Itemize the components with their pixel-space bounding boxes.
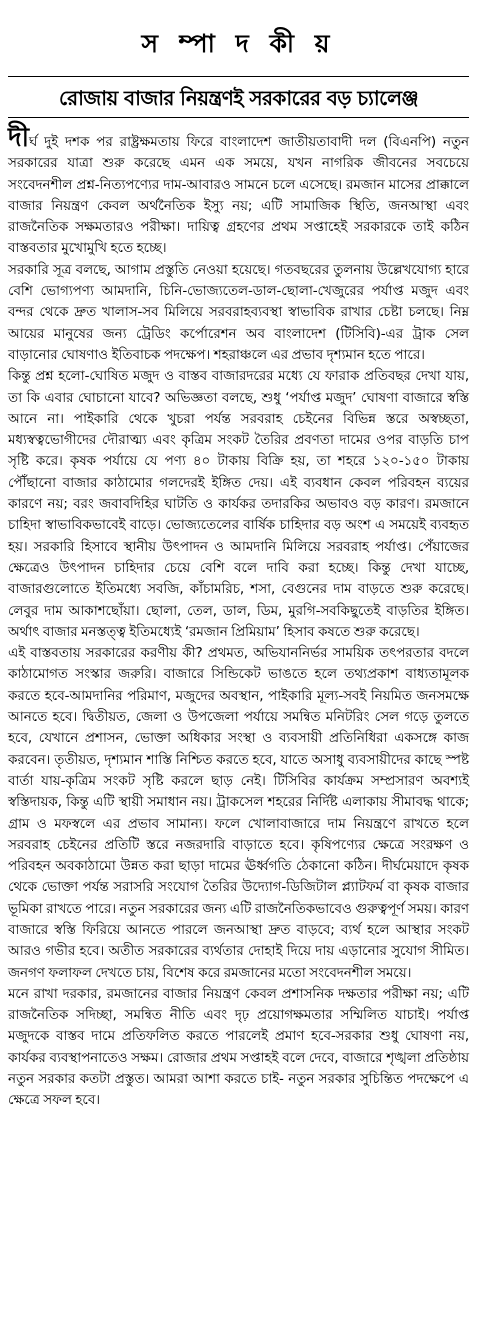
drop-cap: দী <box>8 123 29 153</box>
headline-box <box>8 76 469 118</box>
paragraph-2: সরকারি সূত্র বলছে, আগাম প্রস্তুতি নেওয়া হয়েছে। গতবছরের তুলনায় উল্লেখযোগ্য হারে বেশি ভোগ্যপণ্য আমদানি, চিনি-ভোজ্যতেল-ডাল-ছোলা-খেজুরের পর্যাপ্ত মজুদ এবং বন্দর থেকে দ্রুত খালাস-সব মিলিয়ে সরবরাহব্যবস্থা স্বাভাবিক রাখার চেষ্টা চলছে। নিম্ন আয়ের মানুষের জন্য ট্রেডিং কর্পোরেশন অব বাংলাদেশ (টিসিবি)-এর ট্রাক সেল বাড়ানোর ঘোষণাও ইতিবাচক পদক্ষেপ। শহরাঞ্চলে এর প্রভাব দৃশ্যমান হতে পারে। <box>8 261 469 363</box>
paragraph-5: মনে রাখা দরকার, রমজানের বাজার নিয়ন্ত্রণ কেবল প্রশাসনিক দক্ষতার পরীক্ষা নয়; এটি রাজনৈতিক সদিচ্ছা, সমন্বিত নীতি এবং দৃঢ় প্রয়োগক্ষমতার সম্মিলিত যাচাই। পর্যাপ্ত মজুদকে বাস্তব দামে প্রতিফলিত করতে পারলেই প্রমাণ হবে-সরকার শুধু ঘোষণা নয়, কার্যকর ব্যবস্থাপনাতেও সক্ষম। রোজার প্রথম সপ্তাহই বলে দেবে, বাজারে শৃঙ্খলা প্রতিষ্ঠায় নতুন সরকার কতটা প্রস্তুত। আমরা আশা করতে চাই- নতুন সরকার সুচিন্তিত পদক্ষেপে এ ক্ষেত্রে সফল হবে। <box>8 985 469 1109</box>
paragraph-3: কিন্তু প্রশ্ন হলো-ঘোষিত মজুদ ও বাস্তব বাজারদরের মধ্যে যে ফারাক প্রতিবছর দেখা যায়, তা কি এবার ঘোচানো যাবে? অভিজ্ঞতা বলছে, শুধু ‘পর্যাপ্ত মজুদ’ ঘোষণা বাজারে স্বস্তি আনে না। পাইকারি থেকে খুচরা পর্যন্ত সরবরাহ চেইনের বিভিন্ন স্তরে অস্বচ্ছতা, মধ্যস্বত্বভোগীদের দৌরাত্ম্য এবং কৃত্রিম সংকট তৈরির প্রবণতা দামের ওপর বাড়তি চাপ সৃষ্টি করে। কৃষক পর্যায়ে যে পণ্য ৪০ টাকায় বিক্রি হয়, তা শহরে ১২০-১৫০ টাকায় পৌঁছানো বাজার কাঠামোর গলদেরই ইঙ্গিত দেয়। এই ব্যবধান কেবল পরিবহন ব্যয়ের কারণে নয়; বরং জবাবদিহির ঘাটতি ও কার্যকর তদারকির অভাবও বড় কারণ। রমজানে চাহিদা স্বাভাবিকভাবেই বাড়ে। ভোজ্যতেলের বার্ষিক চাহিদার বড় অংশ এ সময়েই ব্যবহৃত হয়। সরকারি হিসাবে স্থানীয় উৎপাদন ও আমদানি মিলিয়ে সরবরাহ পর্যাপ্ত। পেঁয়াজের ক্ষেত্রেও উৎপাদন চাহিদার চেয়ে বেশি বলে দাবি করা হচ্ছে। কিন্তু দেখা যাচ্ছে, বাজারগুলোতে ইতিমধ্যে সবজি, কাঁচামরিচ, শসা, বেগুনের দাম বাড়তে শুরু করেছে। লেবুর দাম আকাশছোঁয়া। ছোলা, তেল, ডাল, ডিম, মুরগি-সবকিছুতেই বাড়তির ইঙ্গিত। অর্থাৎ বাজার মনস্তত্ত্ব ইতিমধ্যেই ‘রমজান প্রিমিয়াম’ হিসাব কষতে শুরু করেছে। <box>8 368 469 640</box>
article-body <box>8 123 469 1112</box>
paragraph-1-text: র্ঘ দুই দশক পর রাষ্ট্রক্ষমতায় ফিরে বাংলাদেশ জাতীয়তাবাদী দল (বিএনপি) নতুন সরকারের যাত্রা শুরু করেছে এমন এক সময়ে, যখন নাগরিক জীবনের সবচেয়ে সংবেদনশীল প্রশ্ন-নিত্যপণ্যের দাম-আবারও সামনে চলে এসেছে। রমজান মাসের প্রাক্কালে বাজার নিয়ন্ত্রণ কেবল অর্থনৈতিক ইস্যু নয়; এটি সামাজিক স্থিতি, জনআস্থা এবং রাজনৈতিক সক্ষমতারও পরীক্ষা। দায়িত্ব গ্রহণের প্রথম সপ্তাহেই সরকারকে তাই কঠিন বাস্তবতার মুখোমুখি হতে হচ্ছে। <box>8 134 469 257</box>
section-label: স ম্পা দ কী য় <box>141 29 336 58</box>
paragraph-1 <box>8 123 469 260</box>
headline: রোজায় বাজার নিয়ন্ত্রণই সরকারের বড় চ্যালেঞ্জ <box>59 86 418 110</box>
paragraph-4: এই বাস্তবতায় সরকারের করণীয় কী? প্রথমত, অভিযাননির্ভর সাময়িক তৎপরতার বদলে কাঠামোগত সংস্কার জরুরি। বাজারে সিন্ডিকেট ভাঙতে হলে তথ্যপ্রকাশ বাধ্যতামূলক করতে হবে-আমদানির পরিমাণ, মজুদের অবস্থান, পাইকারি মূল্য-সবই নিয়মিত জনসমক্ষে আনতে হবে। দ্বিতীয়ত, জেলা ও উপজেলা পর্যায়ে সমন্বিত মনিটরিং সেল গড়ে তুলতে হবে, যেখানে প্রশাসন, ভোক্তা অধিকার সংস্থা ও ব্যবসায়ী প্রতিনিধিরা একসঙ্গে কাজ করবেন। তৃতীয়ত, দৃশ্যমান শাস্তি নিশ্চিত করতে হবে, যাতে অসাধু ব্যবসায়ীদের কাছে স্পষ্ট বার্তা যায়-কৃত্রিম সংকট সৃষ্টি করলে ছাড় নেই। টিসিবির কার্যক্রম সম্প্রসারণ অবশ্যই স্বস্তিদায়ক, কিন্তু এটি স্থায়ী সমাধান নয়। ট্রাকসেল শহরের নির্দিষ্ট এলাকায় সীমাবদ্ধ থাকে; গ্রাম ও মফস্বলে এর প্রভাব সামান্য। ফলে খোলাবাজারে দাম নিয়ন্ত্রণে রাখতে হলে সরবরাহ চেইনের প্রতিটি স্তরে নজরদারি বাড়াতে হবে। কৃষিপণ্যের ক্ষেত্রে সংরক্ষণ ও পরিবহন অবকাঠামো উন্নত করা ছাড়া দামের ঊর্ধ্বগতি ঠেকানো কঠিন। দীর্ঘমেয়াদে কৃষক থেকে ভোক্তা পর্যন্ত সরাসরি সংযোগ তৈরির উদ্যোগ-ডিজিটাল প্ল্যাটফর্ম বা কৃষক বাজার ভূমিকা রাখতে পারে। নতুন সরকারের জন্য এটি রাজনৈতিকভাবেও গুরুত্বপূর্ণ সময়। কারণ বাজারে স্বস্তি ফিরিয়ে আনতে পারলে জনআস্থা দ্রুত বাড়বে; ব্যর্থ হলে আস্থার সংকট আরও গভীর হবে। অতীত সরকারের ব্যর্থতার দোহাই দিয়ে দায় এড়ানোর সুযোগ সীমিত। জনগণ ফলাফল দেখতে চায়, বিশেষ করে রমজানের মতো সংবেদনশীল সময়ে। <box>8 645 469 981</box>
